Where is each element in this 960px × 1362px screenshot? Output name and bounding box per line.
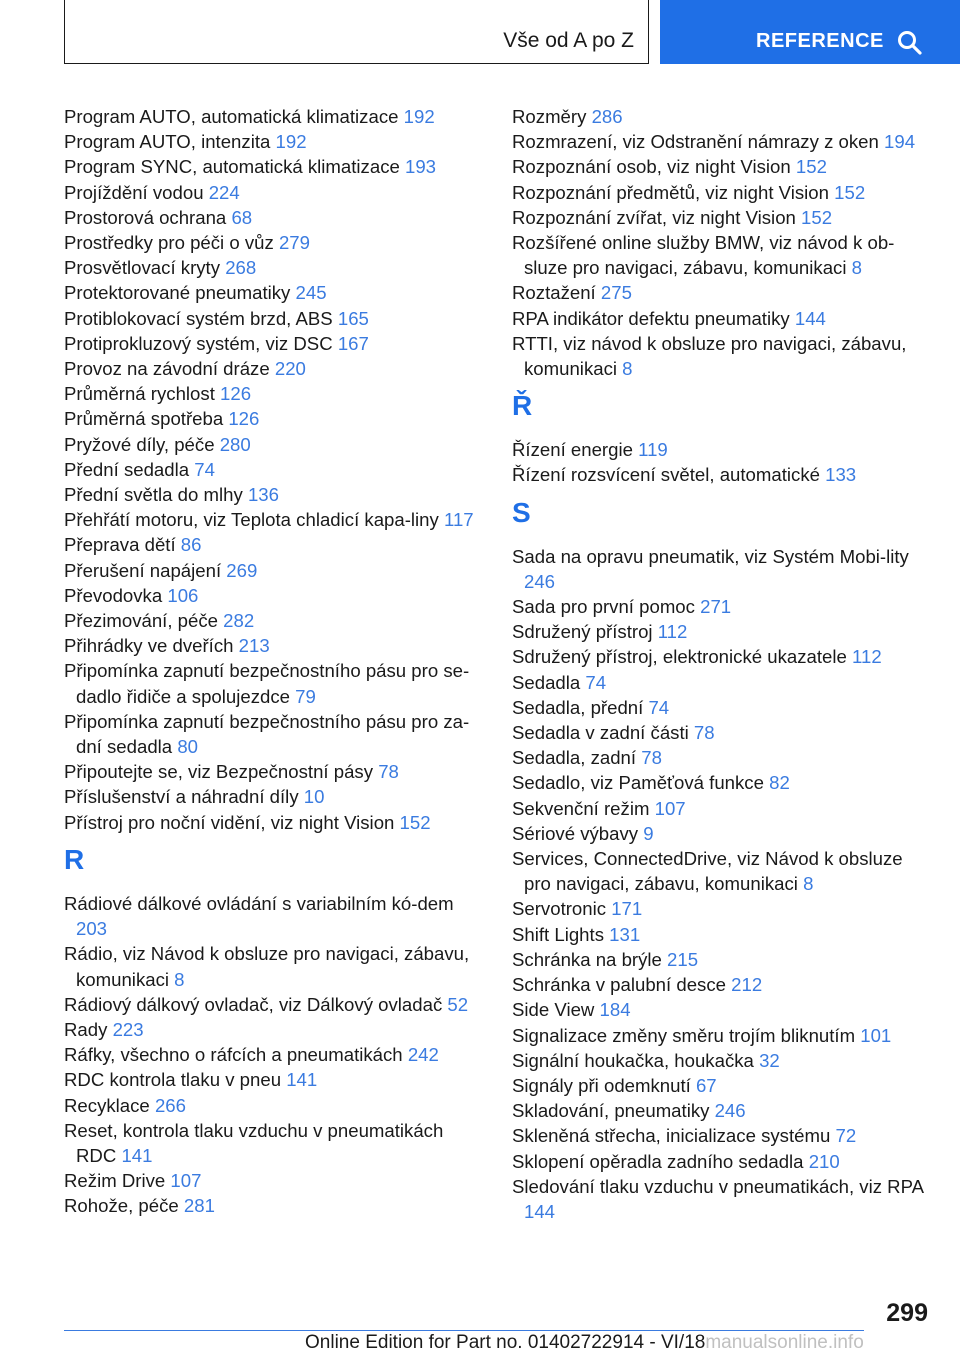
index-entry xyxy=(512,796,932,821)
header-section-box xyxy=(64,0,649,64)
index-entry-text: Rozpoznání zvířat, viz night Vision xyxy=(512,206,802,228)
index-entry-text: Rádio, viz Návod k obsluze pro navigaci, zábavu, komunikaci xyxy=(64,943,470,990)
index-entry xyxy=(512,280,932,305)
index-entry-text: Protiprokluzový systém, viz DSC xyxy=(64,332,338,354)
index-entry xyxy=(64,230,484,255)
index-entry xyxy=(64,992,484,1017)
page-reference-link[interactable]: 152 xyxy=(399,811,431,833)
index-entry xyxy=(64,104,484,129)
page-reference-link[interactable]: 192 xyxy=(403,106,435,127)
index-entry-text: Signály při odemknutí xyxy=(512,1074,696,1096)
page-reference-link[interactable]: 266 xyxy=(154,1094,186,1116)
index-entry-text: Rozměry xyxy=(512,106,592,127)
index-entry xyxy=(512,1149,932,1174)
index-entries-r xyxy=(64,891,484,1219)
page-reference-link[interactable]: 68 xyxy=(231,206,253,228)
index-entry xyxy=(64,558,484,583)
index-entry xyxy=(64,406,484,431)
page-reference-link[interactable]: 242 xyxy=(407,1044,439,1066)
index-entry xyxy=(512,821,932,846)
index-entry-text: Sedadla, zadní xyxy=(512,747,642,769)
index-entry-text: Přední sedadla xyxy=(64,458,195,480)
page-reference-link[interactable]: 106 xyxy=(167,584,199,606)
reference-tab-label: REFERENCE xyxy=(756,30,884,52)
index-entry xyxy=(64,1067,484,1092)
index-entry-text: Roztažení xyxy=(512,282,601,304)
page-reference-link[interactable]: 269 xyxy=(226,559,258,581)
index-entry xyxy=(64,1168,484,1193)
index-entry xyxy=(64,205,484,230)
index-entry xyxy=(64,1118,484,1168)
index-entry xyxy=(64,331,484,356)
page-reference-link[interactable]: 152 xyxy=(795,156,827,178)
index-entry-text: RDC kontrola tlaku v pneu xyxy=(64,1069,287,1091)
page-reference-link[interactable]: 245 xyxy=(295,282,327,304)
index-entry-text: Provoz na závodní dráze xyxy=(64,358,275,380)
index-entry xyxy=(512,331,932,381)
index-entry-text: Ráfky, všechno o ráfcích a pneumatikách xyxy=(64,1044,408,1066)
index-entry xyxy=(512,670,932,695)
index-entry-text: Připoutejte se, viz Bezpečnostní pásy xyxy=(64,761,379,783)
page-reference-link[interactable]: 152 xyxy=(834,181,866,203)
section-letter-r: R xyxy=(64,843,85,875)
page-reference-link[interactable]: 80 xyxy=(177,736,198,758)
index-entry-text: Services, ConnectedDrive, viz Návod k obsluze pro navigaci, zábavu, komunikaci xyxy=(512,848,903,895)
page-reference-link[interactable]: 141 xyxy=(286,1069,318,1091)
page-reference-link[interactable]: 67 xyxy=(695,1074,717,1096)
page-reference-link[interactable]: 107 xyxy=(654,797,686,819)
index-entry xyxy=(512,180,932,205)
index-entry xyxy=(512,1098,932,1123)
index-entry-text: Sedadla xyxy=(512,671,586,693)
index-entry-text: Průměrná rychlost xyxy=(64,383,221,405)
page-reference-link[interactable]: 82 xyxy=(769,772,790,794)
index-entry xyxy=(64,784,484,809)
index-entry-text: Sdružený přístroj xyxy=(512,621,658,643)
index-entry xyxy=(64,658,484,708)
page-reference-link[interactable]: 167 xyxy=(337,332,369,354)
page-reference-link[interactable]: 8 xyxy=(803,873,814,895)
page-reference-link[interactable]: 78 xyxy=(693,722,715,744)
page-reference-link[interactable]: 117 xyxy=(443,509,474,531)
index-entry-text: Sedadla, přední xyxy=(512,696,649,718)
index-entry-text: RTTI, viz návod k obsluze pro navigaci, zábavu, komunikaci xyxy=(512,332,907,380)
page-reference-link[interactable]: 192 xyxy=(275,131,307,153)
index-entry-text: Prosvětlovací kryty xyxy=(64,257,226,279)
index-entry xyxy=(512,695,932,720)
index-entry-text: Přístroj pro noční vidění, viz night Vision xyxy=(64,811,400,833)
page-reference-link[interactable]: 141 xyxy=(121,1144,153,1166)
index-entry xyxy=(64,1093,484,1118)
index-entry-text: Side View xyxy=(512,999,600,1021)
footer-edition xyxy=(305,1332,864,1354)
index-entry-text: Pryžové díly, péče xyxy=(64,433,220,455)
page-reference-link[interactable]: 78 xyxy=(378,761,399,783)
index-entry xyxy=(64,532,484,557)
index-entry-text: Program AUTO, intenzita xyxy=(64,131,276,153)
index-entry-text: Schránka v palubní desce xyxy=(512,974,732,996)
page-reference-link[interactable]: 32 xyxy=(759,1049,780,1071)
page-reference-link[interactable]: 74 xyxy=(648,696,670,718)
index-entry-text: Režim Drive xyxy=(64,1170,171,1192)
index-entry-text: Rádiové dálkové ovládání s variabilním kó-dem xyxy=(64,892,454,914)
page-reference-link[interactable]: 107 xyxy=(170,1170,202,1192)
page-reference-link[interactable]: 72 xyxy=(835,1125,857,1147)
page-reference-link[interactable]: 131 xyxy=(609,923,641,945)
index-entries-r-caron xyxy=(512,437,932,487)
index-entry xyxy=(512,462,932,487)
index-entry-text: Sklopení opěradla zadního sedadla xyxy=(512,1150,809,1172)
index-entry-text: Skleněná střecha, inicializace systému xyxy=(512,1125,836,1147)
page-reference-link[interactable]: 144 xyxy=(524,1200,556,1222)
index-entry xyxy=(64,608,484,633)
index-entry xyxy=(512,922,932,947)
index-entry-text: Shift Lights xyxy=(512,923,610,945)
page-reference-link[interactable]: 52 xyxy=(447,993,469,1015)
index-entry xyxy=(64,810,484,835)
index-entry-text: Sada na opravu pneumatik, viz Systém Mobi-lity xyxy=(512,545,909,567)
index-entry xyxy=(64,1193,484,1218)
index-entry-text: Sekvenční režim xyxy=(512,797,655,819)
page-reference-link[interactable]: 215 xyxy=(667,948,699,970)
page-reference-link[interactable]: 281 xyxy=(183,1195,215,1217)
index-entry xyxy=(512,104,932,129)
index-entry xyxy=(512,619,932,644)
index-entry-text: Přehřátí motoru, viz Teplota chladicí kapa-liny xyxy=(64,509,444,531)
page-reference-link[interactable]: 212 xyxy=(731,974,763,996)
page-reference-link[interactable]: 213 xyxy=(238,635,270,657)
index-entry xyxy=(64,759,484,784)
index-entry xyxy=(64,709,484,759)
index-entry xyxy=(512,947,932,972)
index-entry-text: Přední světla do mlhy xyxy=(64,484,248,506)
index-entry-text: Reset, kontrola tlaku vzduchu v pneumatikách RDC xyxy=(64,1119,444,1166)
page-reference-link[interactable]: 210 xyxy=(808,1150,840,1172)
section-letter-r-caron: Ř xyxy=(512,390,533,422)
index-entry-text: Skladování, pneumatiky xyxy=(512,1100,715,1122)
index-entry-text: Řízení energie xyxy=(512,439,639,461)
index-entry xyxy=(512,129,932,154)
page-reference-link[interactable]: 246 xyxy=(714,1100,746,1122)
page-reference-link[interactable]: 112 xyxy=(852,646,882,668)
index-entry xyxy=(64,583,484,608)
page-reference-link[interactable]: 279 xyxy=(278,232,310,254)
page-reference-link[interactable]: 152 xyxy=(801,206,833,228)
index-entry xyxy=(512,745,932,770)
index-entry-text: Signální houkačka, houkačka xyxy=(512,1049,760,1071)
page-reference-link[interactable]: 223 xyxy=(112,1018,144,1040)
page-reference-link[interactable]: 126 xyxy=(228,408,260,430)
page-reference-link[interactable]: 74 xyxy=(585,671,607,693)
page-reference-link[interactable]: 136 xyxy=(247,484,279,506)
index-entry xyxy=(64,891,484,941)
page-reference-link[interactable]: 126 xyxy=(220,383,252,405)
index-entry-text: Schránka na brýle xyxy=(512,948,668,970)
index-entry xyxy=(64,482,484,507)
page-reference-link[interactable]: 144 xyxy=(794,307,826,329)
index-entry xyxy=(64,1017,484,1042)
page-reference-link[interactable]: 112 xyxy=(657,621,688,643)
index-entry xyxy=(64,356,484,381)
index-entry xyxy=(64,633,484,658)
index-entry xyxy=(512,1023,932,1048)
index-entry-text: Signalizace změny směru trojím bliknutím xyxy=(512,1024,861,1046)
index-entry xyxy=(64,154,484,179)
page-reference-link[interactable]: 224 xyxy=(208,181,240,203)
index-entry-text: Rozmrazení, viz Odstranění námrazy z oken xyxy=(512,131,885,153)
section-letter-s: S xyxy=(512,496,531,528)
index-entry-text: Příslušenství a náhradní díly xyxy=(64,786,304,808)
page-reference-link[interactable]: 9 xyxy=(643,822,654,844)
index-entry-text: Přihrádky ve dveřích xyxy=(64,635,239,657)
page-reference-link[interactable]: 271 xyxy=(700,596,732,618)
index-entry-text: Připomínka zapnutí bezpečnostního pásu pro za-dní sedadla xyxy=(64,710,470,758)
page-reference-link[interactable]: 280 xyxy=(219,433,251,455)
page-reference-link[interactable]: 86 xyxy=(180,534,202,556)
index-entry-text: Sledování tlaku vzduchu v pneumatikách, viz RPA xyxy=(512,1175,924,1197)
index-entry xyxy=(512,594,932,619)
index-entry-text: Program SYNC, automatická klimatizace xyxy=(64,156,405,178)
index-entry-text: Recyklace xyxy=(64,1094,155,1116)
index-entry-text: Prostorová ochrana xyxy=(64,206,232,228)
page-reference-link[interactable]: 203 xyxy=(76,918,108,940)
index-entry xyxy=(512,437,932,462)
index-entry xyxy=(512,1048,932,1073)
index-entry xyxy=(64,457,484,482)
index-entry xyxy=(64,1042,484,1067)
index-entry xyxy=(512,644,932,669)
index-entry xyxy=(512,1174,932,1224)
index-entry xyxy=(64,129,484,154)
index-column-right xyxy=(512,104,932,1224)
index-entries-s xyxy=(512,544,932,1224)
index-entry-text: Sedadlo, viz Paměťová funkce xyxy=(512,772,770,794)
index-entry xyxy=(64,255,484,280)
page-reference-link[interactable]: 8 xyxy=(622,358,633,380)
index-entry-text: Projíždění vodou xyxy=(64,181,209,203)
page-reference-link[interactable]: 8 xyxy=(851,257,862,279)
index-entry-text: Přeprava dětí xyxy=(64,534,181,556)
index-entry-text: Rozšířené online služby BMW, viz návod k ob-sluze pro navigaci, zábavu, komunikaci xyxy=(512,232,895,279)
watermark: manualsonline.info xyxy=(705,1332,864,1353)
page-reference-link[interactable]: 165 xyxy=(337,307,369,329)
index-entry xyxy=(512,770,932,795)
index-entry-text: Přezimování, péče xyxy=(64,610,224,632)
page-reference-link[interactable]: 74 xyxy=(194,458,215,480)
index-entry xyxy=(512,896,932,921)
index-entry xyxy=(64,432,484,457)
index-entries-r-continued xyxy=(512,104,932,381)
index-entry-text: Řízení rozsvícení světel, automatické xyxy=(512,464,826,486)
page-reference-link[interactable]: 119 xyxy=(638,439,668,461)
page-reference-link[interactable]: 78 xyxy=(641,747,662,769)
index-entry xyxy=(512,972,932,997)
index-entry-text: Program AUTO, automatická klimatizace xyxy=(64,106,404,127)
index-entry-text: Prostředky pro péči o vůz xyxy=(64,232,279,254)
section-title: Vše od A po Z xyxy=(503,29,634,52)
index-entry-text: Rohože, péče xyxy=(64,1195,184,1217)
index-entry-text: RPA indikátor defektu pneumatiky xyxy=(512,307,795,329)
index-entry-text: Rádiový dálkový ovladač, viz Dálkový ovladač xyxy=(64,993,448,1015)
index-entry xyxy=(64,180,484,205)
index-entry-text: Rozpoznání předmětů, viz night Vision xyxy=(512,181,835,203)
page-reference-link[interactable]: 275 xyxy=(600,282,632,304)
index-entry xyxy=(512,205,932,230)
index-entry xyxy=(64,507,484,532)
page-reference-link[interactable]: 184 xyxy=(599,999,631,1021)
page-reference-link[interactable]: 101 xyxy=(860,1024,892,1046)
index-entry-text: Rady xyxy=(64,1018,113,1040)
page-reference-link[interactable]: 286 xyxy=(591,106,623,127)
index-entries-p xyxy=(64,104,484,835)
edition-text: Online Edition for Part no. 01402722914 - VI/18 xyxy=(305,1332,706,1353)
page-reference-link[interactable]: 220 xyxy=(274,358,306,380)
page-reference-link[interactable]: 79 xyxy=(295,685,316,707)
index-entry-text: Převodovka xyxy=(64,584,168,606)
index-entry xyxy=(64,280,484,305)
index-entry-text: Servotronic xyxy=(512,898,612,920)
index-entry xyxy=(512,306,932,331)
index-entry-text: Sdružený přístroj, elektronické ukazatele xyxy=(512,646,853,668)
index-entry-text: Protiblokovací systém brzd, ABS xyxy=(64,307,338,329)
reference-tab[interactable] xyxy=(660,0,960,64)
index-entry-text: Připomínka zapnutí bezpečnostního pásu pro se-dadlo řidiče a spolujezdce xyxy=(64,660,470,707)
footer-divider xyxy=(64,1330,864,1331)
page-reference-link[interactable]: 10 xyxy=(303,786,325,808)
page-reference-link[interactable]: 194 xyxy=(884,131,916,153)
page-reference-link[interactable]: 171 xyxy=(611,898,643,920)
index-entry xyxy=(512,997,932,1022)
page-reference-link[interactable]: 133 xyxy=(825,464,857,486)
index-entry-text: Sada pro první pomoc xyxy=(512,596,701,618)
page-reference-link[interactable]: 246 xyxy=(524,570,556,592)
page-number: 299 xyxy=(886,1299,928,1327)
index-entry-text: Sedadla v zadní části xyxy=(512,722,694,744)
page-reference-link[interactable]: 268 xyxy=(225,257,257,279)
index-entry xyxy=(64,941,484,991)
index-entry xyxy=(512,720,932,745)
index-entry-text: Rozpoznání osob, viz night Vision xyxy=(512,156,796,178)
index-entry xyxy=(64,381,484,406)
index-entry-text: Sériové výbavy xyxy=(512,822,644,844)
page-reference-link[interactable]: 8 xyxy=(174,968,185,990)
search-icon[interactable] xyxy=(897,30,923,56)
index-entry xyxy=(512,846,932,896)
index-entry xyxy=(512,1123,932,1148)
index-entry-text: Protektorované pneumatiky xyxy=(64,282,296,304)
index-entry-text: Průměrná spotřeba xyxy=(64,408,229,430)
index-entry xyxy=(512,230,932,280)
index-entry xyxy=(512,154,932,179)
index-column-left xyxy=(64,104,484,1219)
index-entry xyxy=(512,544,932,594)
page-reference-link[interactable]: 282 xyxy=(223,610,255,632)
index-entry-text: Přerušení napájení xyxy=(64,559,227,581)
page-reference-link[interactable]: 193 xyxy=(405,156,437,178)
index-entry xyxy=(512,1073,932,1098)
index-entry xyxy=(64,306,484,331)
